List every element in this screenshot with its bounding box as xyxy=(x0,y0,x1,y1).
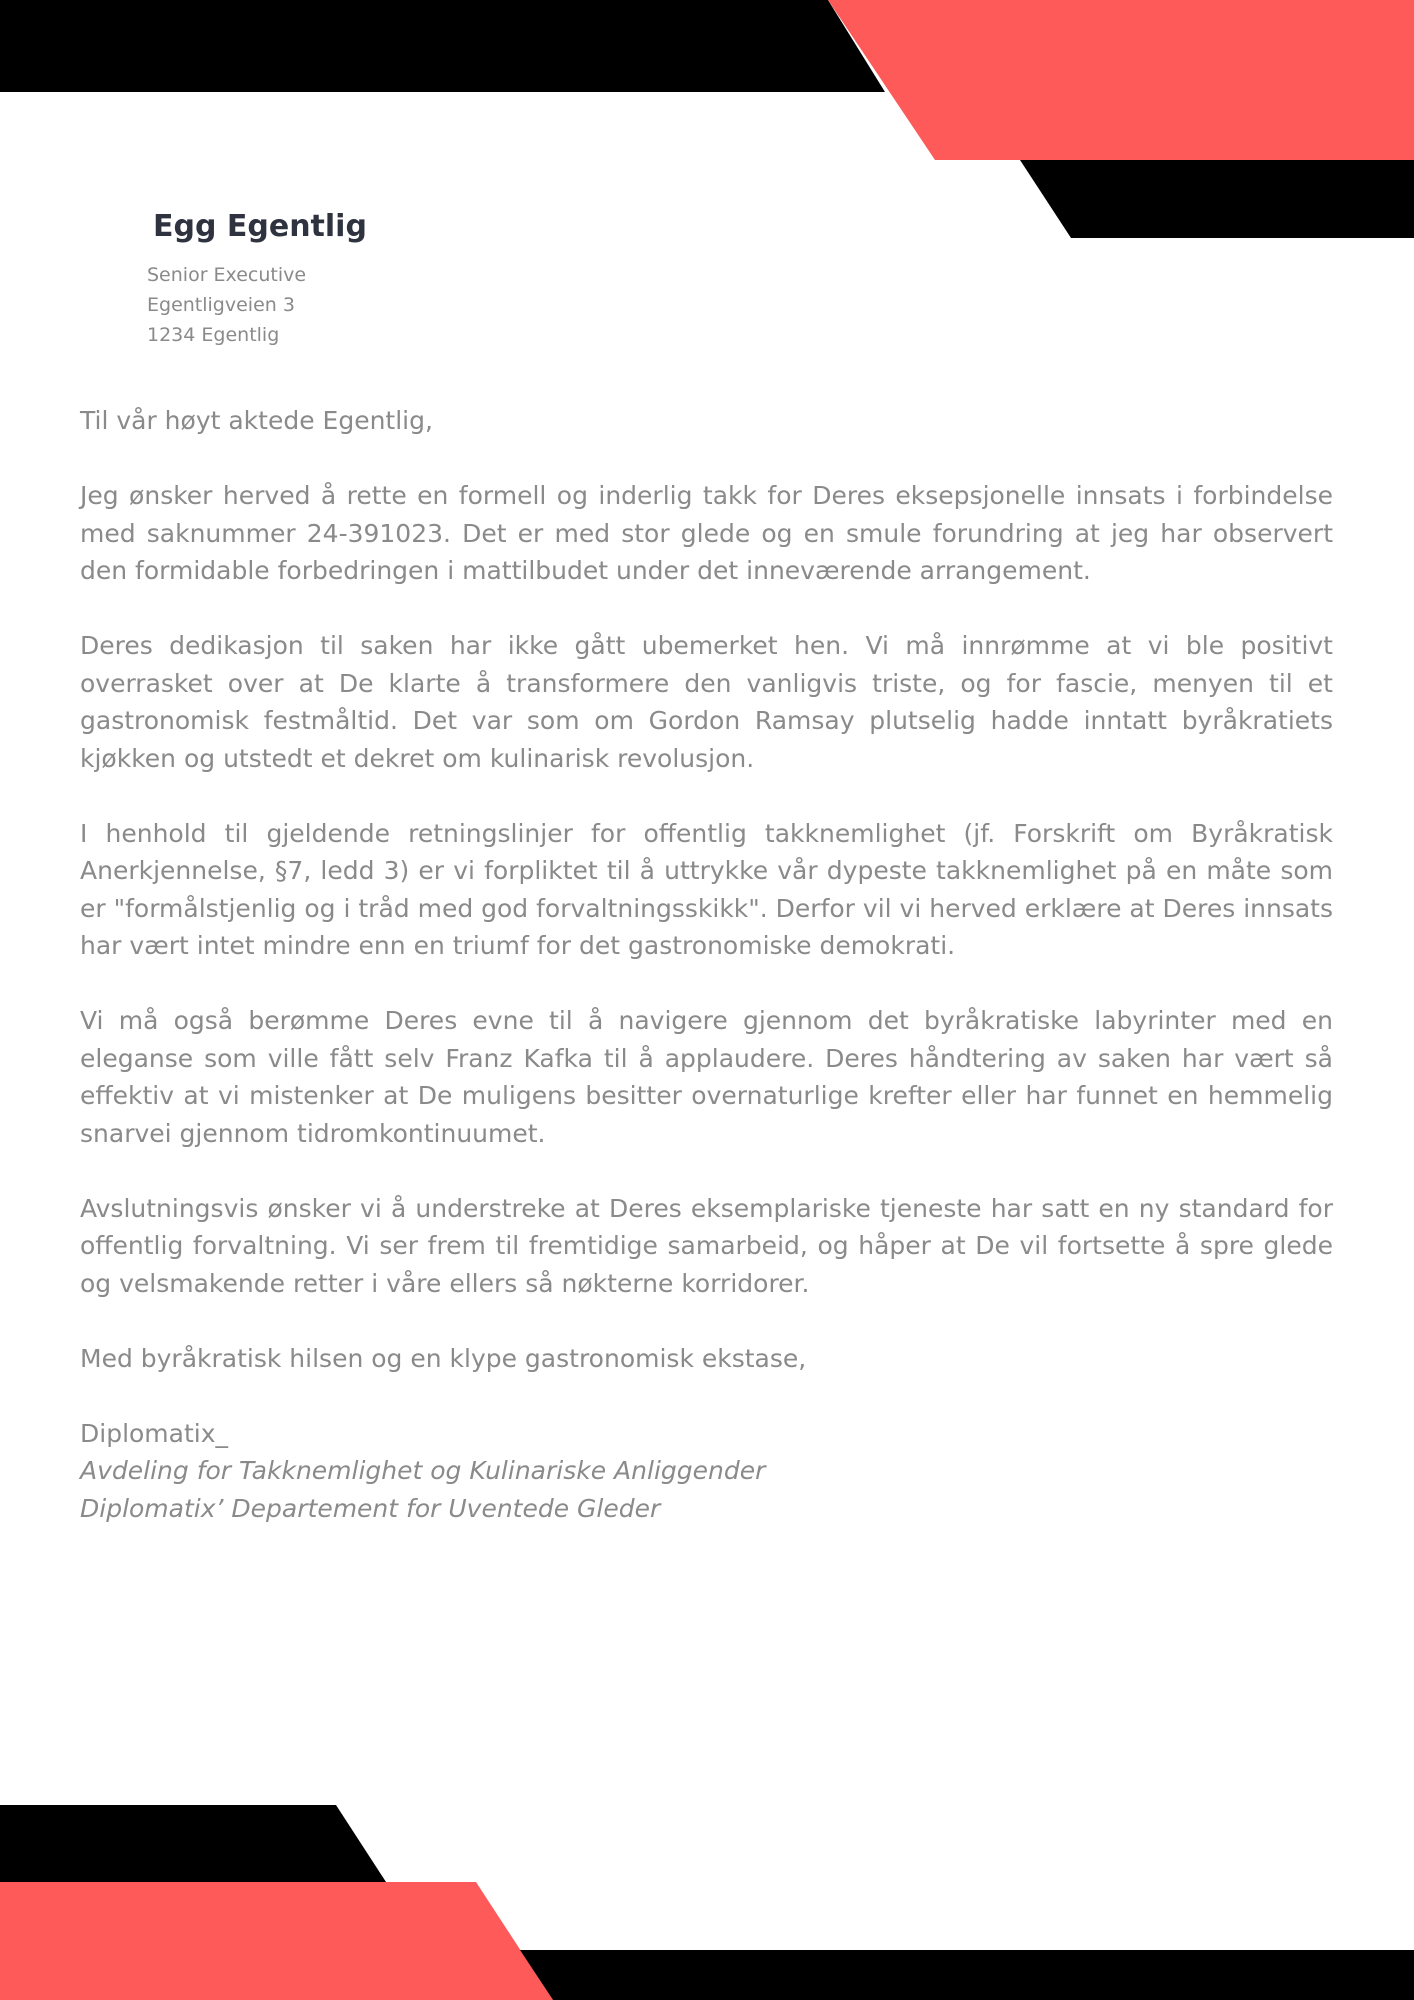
signature-department: Avdeling for Takknemlighet og Kulinariske Anliggender xyxy=(80,1456,766,1485)
signature-block xyxy=(80,1415,1333,1528)
top-red-band xyxy=(828,0,1414,160)
paragraph-guidelines: I henhold til gjeldende retningslinjer for offentlig takknemlighet (jf. Forskrift om Byråkratisk Anerkjennelse, §7, ledd 3) er vi forpliktet til å uttrykke vår dypeste takknemlighet på en måte som er "formålstjenlig og i tråd med god forvaltningsskikk". Derfor vil vi herved erklære at Deres innsats har vært intet mindre enn en triumf for det gastronomiske demokrati. xyxy=(80,818,1334,960)
paragraph-conclusion: Avslutningsvis ønsker vi å understreke at Deres eksemplariske tjeneste har satt en ny standard for offentlig forvaltning. Vi ser frem til fremtidige samarbeid, og håper at De vil fortsette å spre glede og velsmakende retter i våre ellers så nøkterne korridorer. xyxy=(80,1193,1333,1298)
signature-ministry: Diplomatix’ Departement for Uventede Gleder xyxy=(80,1493,661,1523)
top-black-band xyxy=(0,0,885,92)
letter-body xyxy=(80,402,1333,1527)
sender-title: Senior Executive xyxy=(147,264,307,286)
sender-address-line2: 1234 Egentlig xyxy=(147,324,280,346)
sender-block xyxy=(147,204,747,350)
paragraph-dedication: Deres dedikasjon til saken har ikke gått ubemerket hen. Vi må innrømme at vi ble positivt overrasket over at De klarte å transformere den vanligvis triste, og for fascie, menyen til et gastronomisk festmåltid. Det var som om Gordon Ramsay plutselig hadde inntatt byråkratiets kjøkken og utstedt et dekret om kulinarisk revolusjon. xyxy=(80,631,1333,773)
paragraph-navigation: Vi må også berømme Deres evne til å navigere gjennom det byråkratiske labyrinter med en eleganse som ville fått selv Franz Kafka til å applaudere. Deres håndtering av saken har vært så effektiv at vi mistenker at De muligens besitter overnaturlige krefter eller har funnet en hemmelig snarvei gjennom tidromkontinuumet. xyxy=(80,1006,1333,1148)
paragraph-thanks: Jeg ønsker herved å rette en formell og inderlig takk for Deres eksepsjonelle innsats i forbindelse med saknummer 24-391023. Det er med stor glede og en smule forundring at jeg har observert den formidable forbedringen i mattilbudet under det inneværende arrangement. xyxy=(80,481,1333,585)
sender-details xyxy=(147,260,747,350)
sender-name: Egg Egentlig xyxy=(153,209,367,244)
closing: Med byråkratisk hilsen og en klype gastronomisk ekstase, xyxy=(80,1343,807,1373)
bottom-red-band xyxy=(0,1882,553,2000)
sender-address-line1: Egentligveien 3 xyxy=(147,294,295,316)
top-black-corner xyxy=(1020,160,1414,238)
bottom-black-lower xyxy=(520,1950,1414,2000)
greeting: Til vår høyt aktede Egentlig, xyxy=(80,406,433,435)
signature-name: Diplomatix_ xyxy=(80,1418,229,1448)
bottom-black-upper xyxy=(0,1805,386,1882)
